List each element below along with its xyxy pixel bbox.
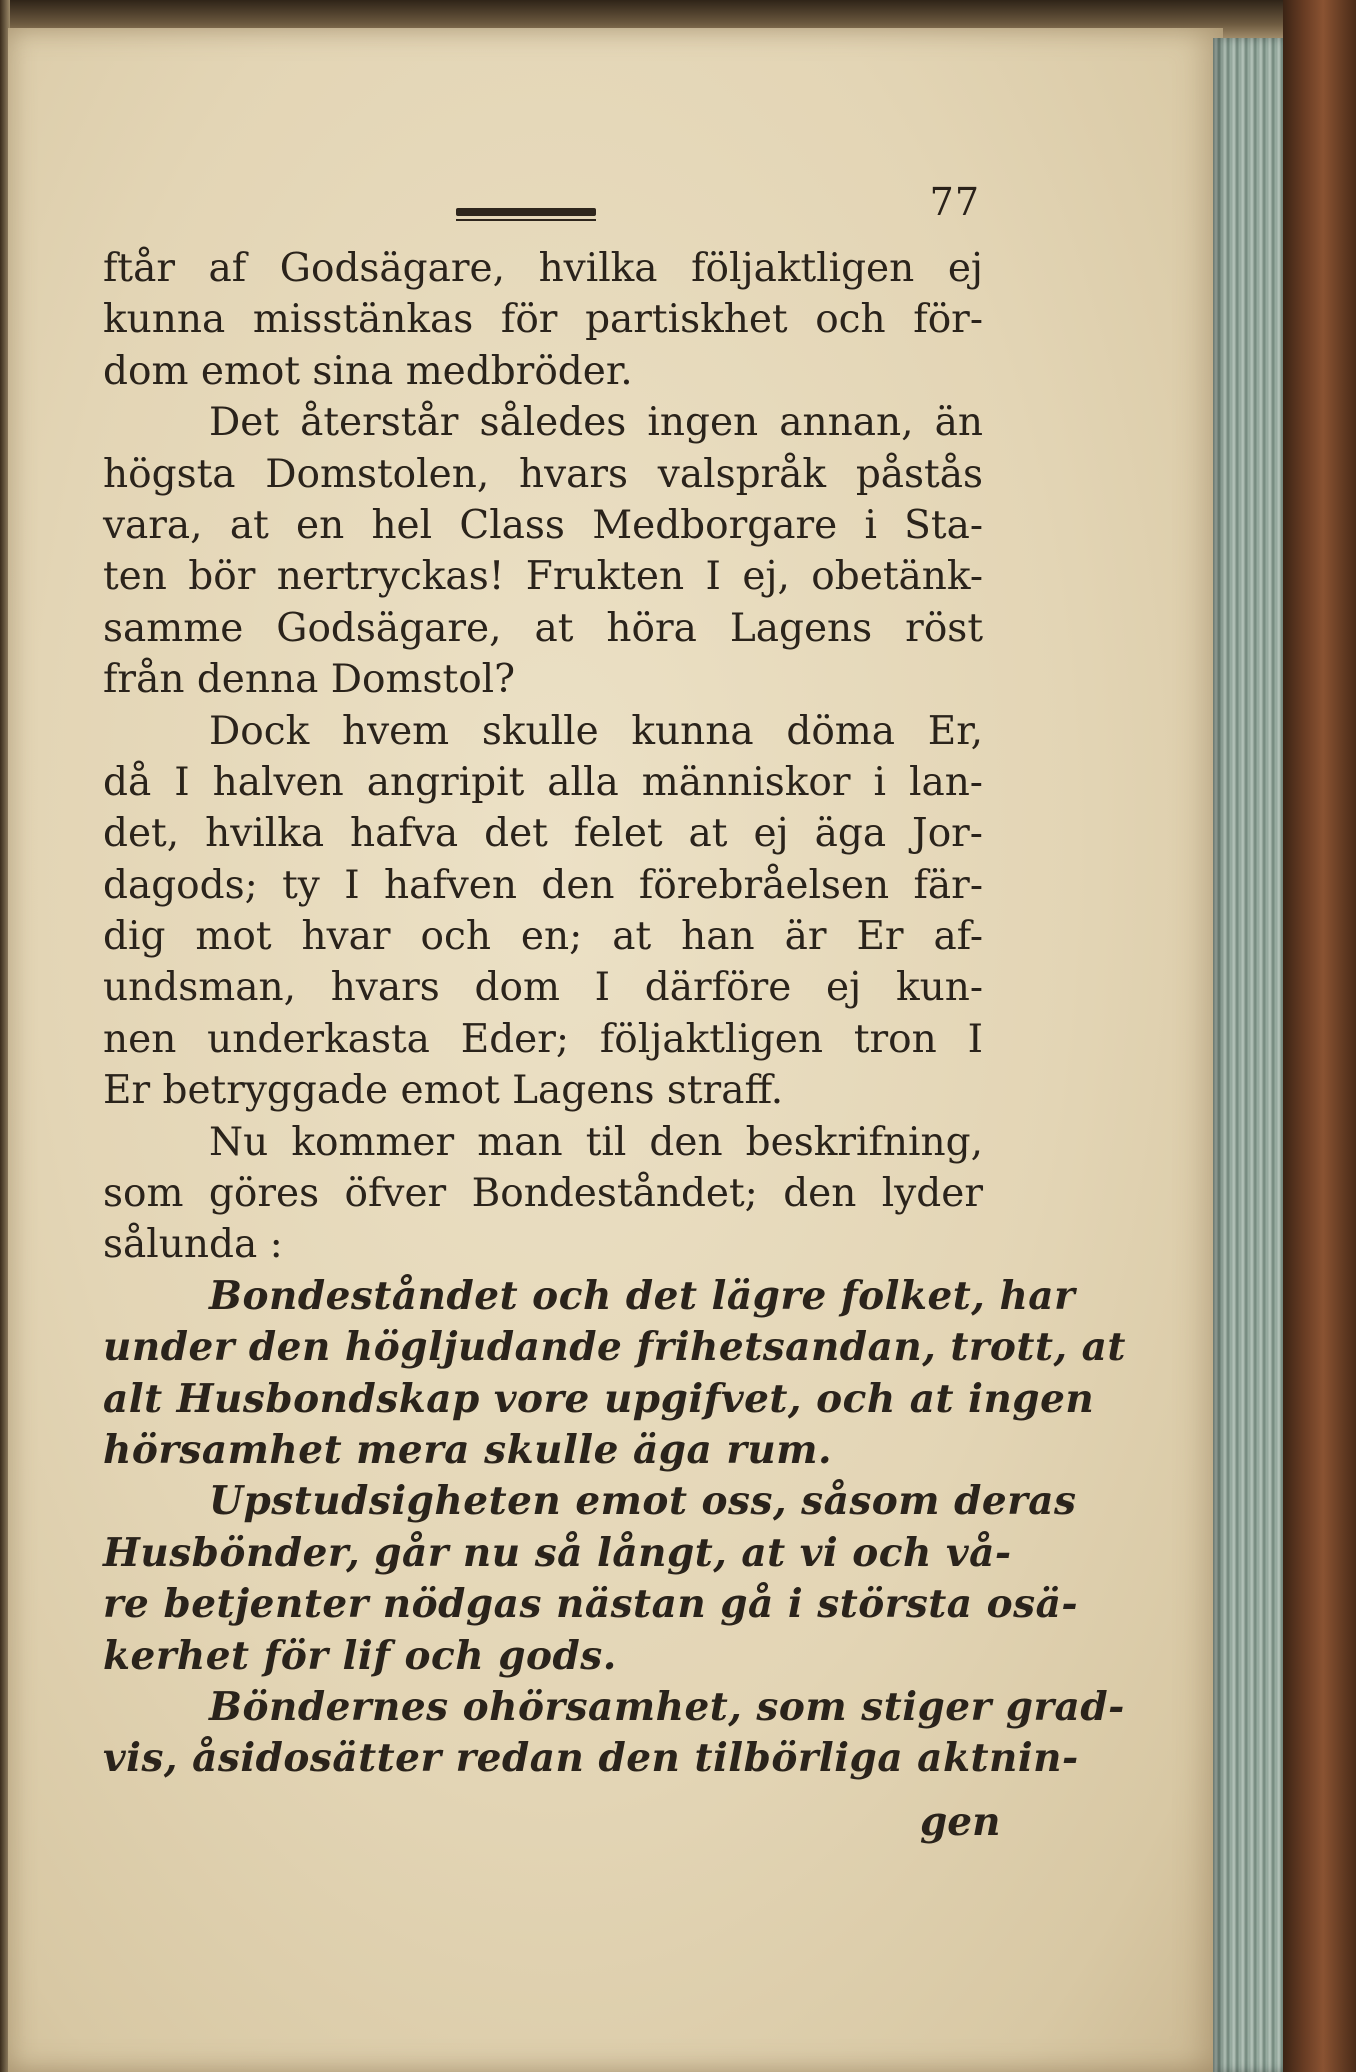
text-line: det, hvilka hafva det felet at ej äga Jor- — [103, 811, 983, 857]
text-line: dom emot sina medbröder. — [103, 348, 633, 394]
book-cover-edge — [1283, 0, 1356, 2072]
text-line: Dock hvem skulle kunna döma Er, — [209, 708, 983, 754]
text-line: högsta Domstolen, hvars valspråk påstås — [103, 451, 983, 497]
italic-text-line: vis, åsidosätter redan den tilbörliga aktnin- — [103, 1735, 1079, 1782]
text-line: sålunda : — [103, 1222, 283, 1268]
text-line: vara, at en hel Class Medborgare i Sta- — [103, 502, 983, 548]
text-line: då I halven angripit alla människor i lan- — [103, 759, 983, 805]
text-line: som göres öfver Bondeståndet; den lyder — [103, 1171, 983, 1217]
italic-text-line: under den högljudande frihetsandan, trott, at — [103, 1324, 1126, 1371]
italic-text-line: Bondeståndet och det lägre folket, har — [209, 1272, 1076, 1319]
text-line: dig mot hvar och en; at han är Er af- — [103, 914, 983, 960]
text-line: kunna misstänkas för partiskhet och för- — [103, 297, 983, 343]
italic-text-line: hörsamhet mera skulle äga rum. — [103, 1426, 833, 1473]
text-line: samme Godsägare, at höra Lagens röst — [103, 605, 983, 651]
header-ornament-rule — [456, 208, 596, 216]
italic-text-line: alt Husbondskap vore upgifvet, och at ingen — [103, 1375, 1095, 1422]
text-line: från denna Domstol? — [103, 657, 516, 703]
italic-text-line: re betjenter nödgas nästan gå i största osä- — [103, 1581, 1079, 1628]
text-line: undsman, hvars dom I därföre ej kun- — [103, 965, 983, 1011]
italic-text-line: kerhet för lif och gods. — [103, 1632, 617, 1679]
italic-text-line: Upstudsigheten emot oss, såsom deras — [209, 1478, 1077, 1525]
text-line: ftår af Godsägare, hvilka följaktligen ej — [103, 246, 983, 291]
page-number: 77 — [929, 180, 980, 224]
page-stack-edge — [1213, 38, 1283, 2072]
text-line: Nu kommer man til den beskrifning, — [209, 1119, 983, 1165]
body-text — [103, 243, 1126, 1785]
text-line: dagods; ty I hafven den förebråelsen fär- — [103, 862, 983, 908]
header-ornament-rule-thin — [456, 219, 596, 221]
italic-text-line: Husbönder, går nu så långt, at vi och vå- — [103, 1529, 1012, 1576]
italic-text-line: Böndernes ohörsamhet, som stiger grad- — [209, 1683, 1125, 1730]
text-line: Det återstår således ingen annan, än — [209, 400, 983, 446]
text-line: nen underkasta Eder; följaktligen tron I — [103, 1016, 983, 1062]
text-line: ten bör nertryckas! Frukten I ej, obetänk- — [103, 554, 983, 600]
text-line: Er betryggade emot Lagens straff. — [103, 1068, 784, 1114]
catchword: gen — [920, 1799, 1001, 1845]
